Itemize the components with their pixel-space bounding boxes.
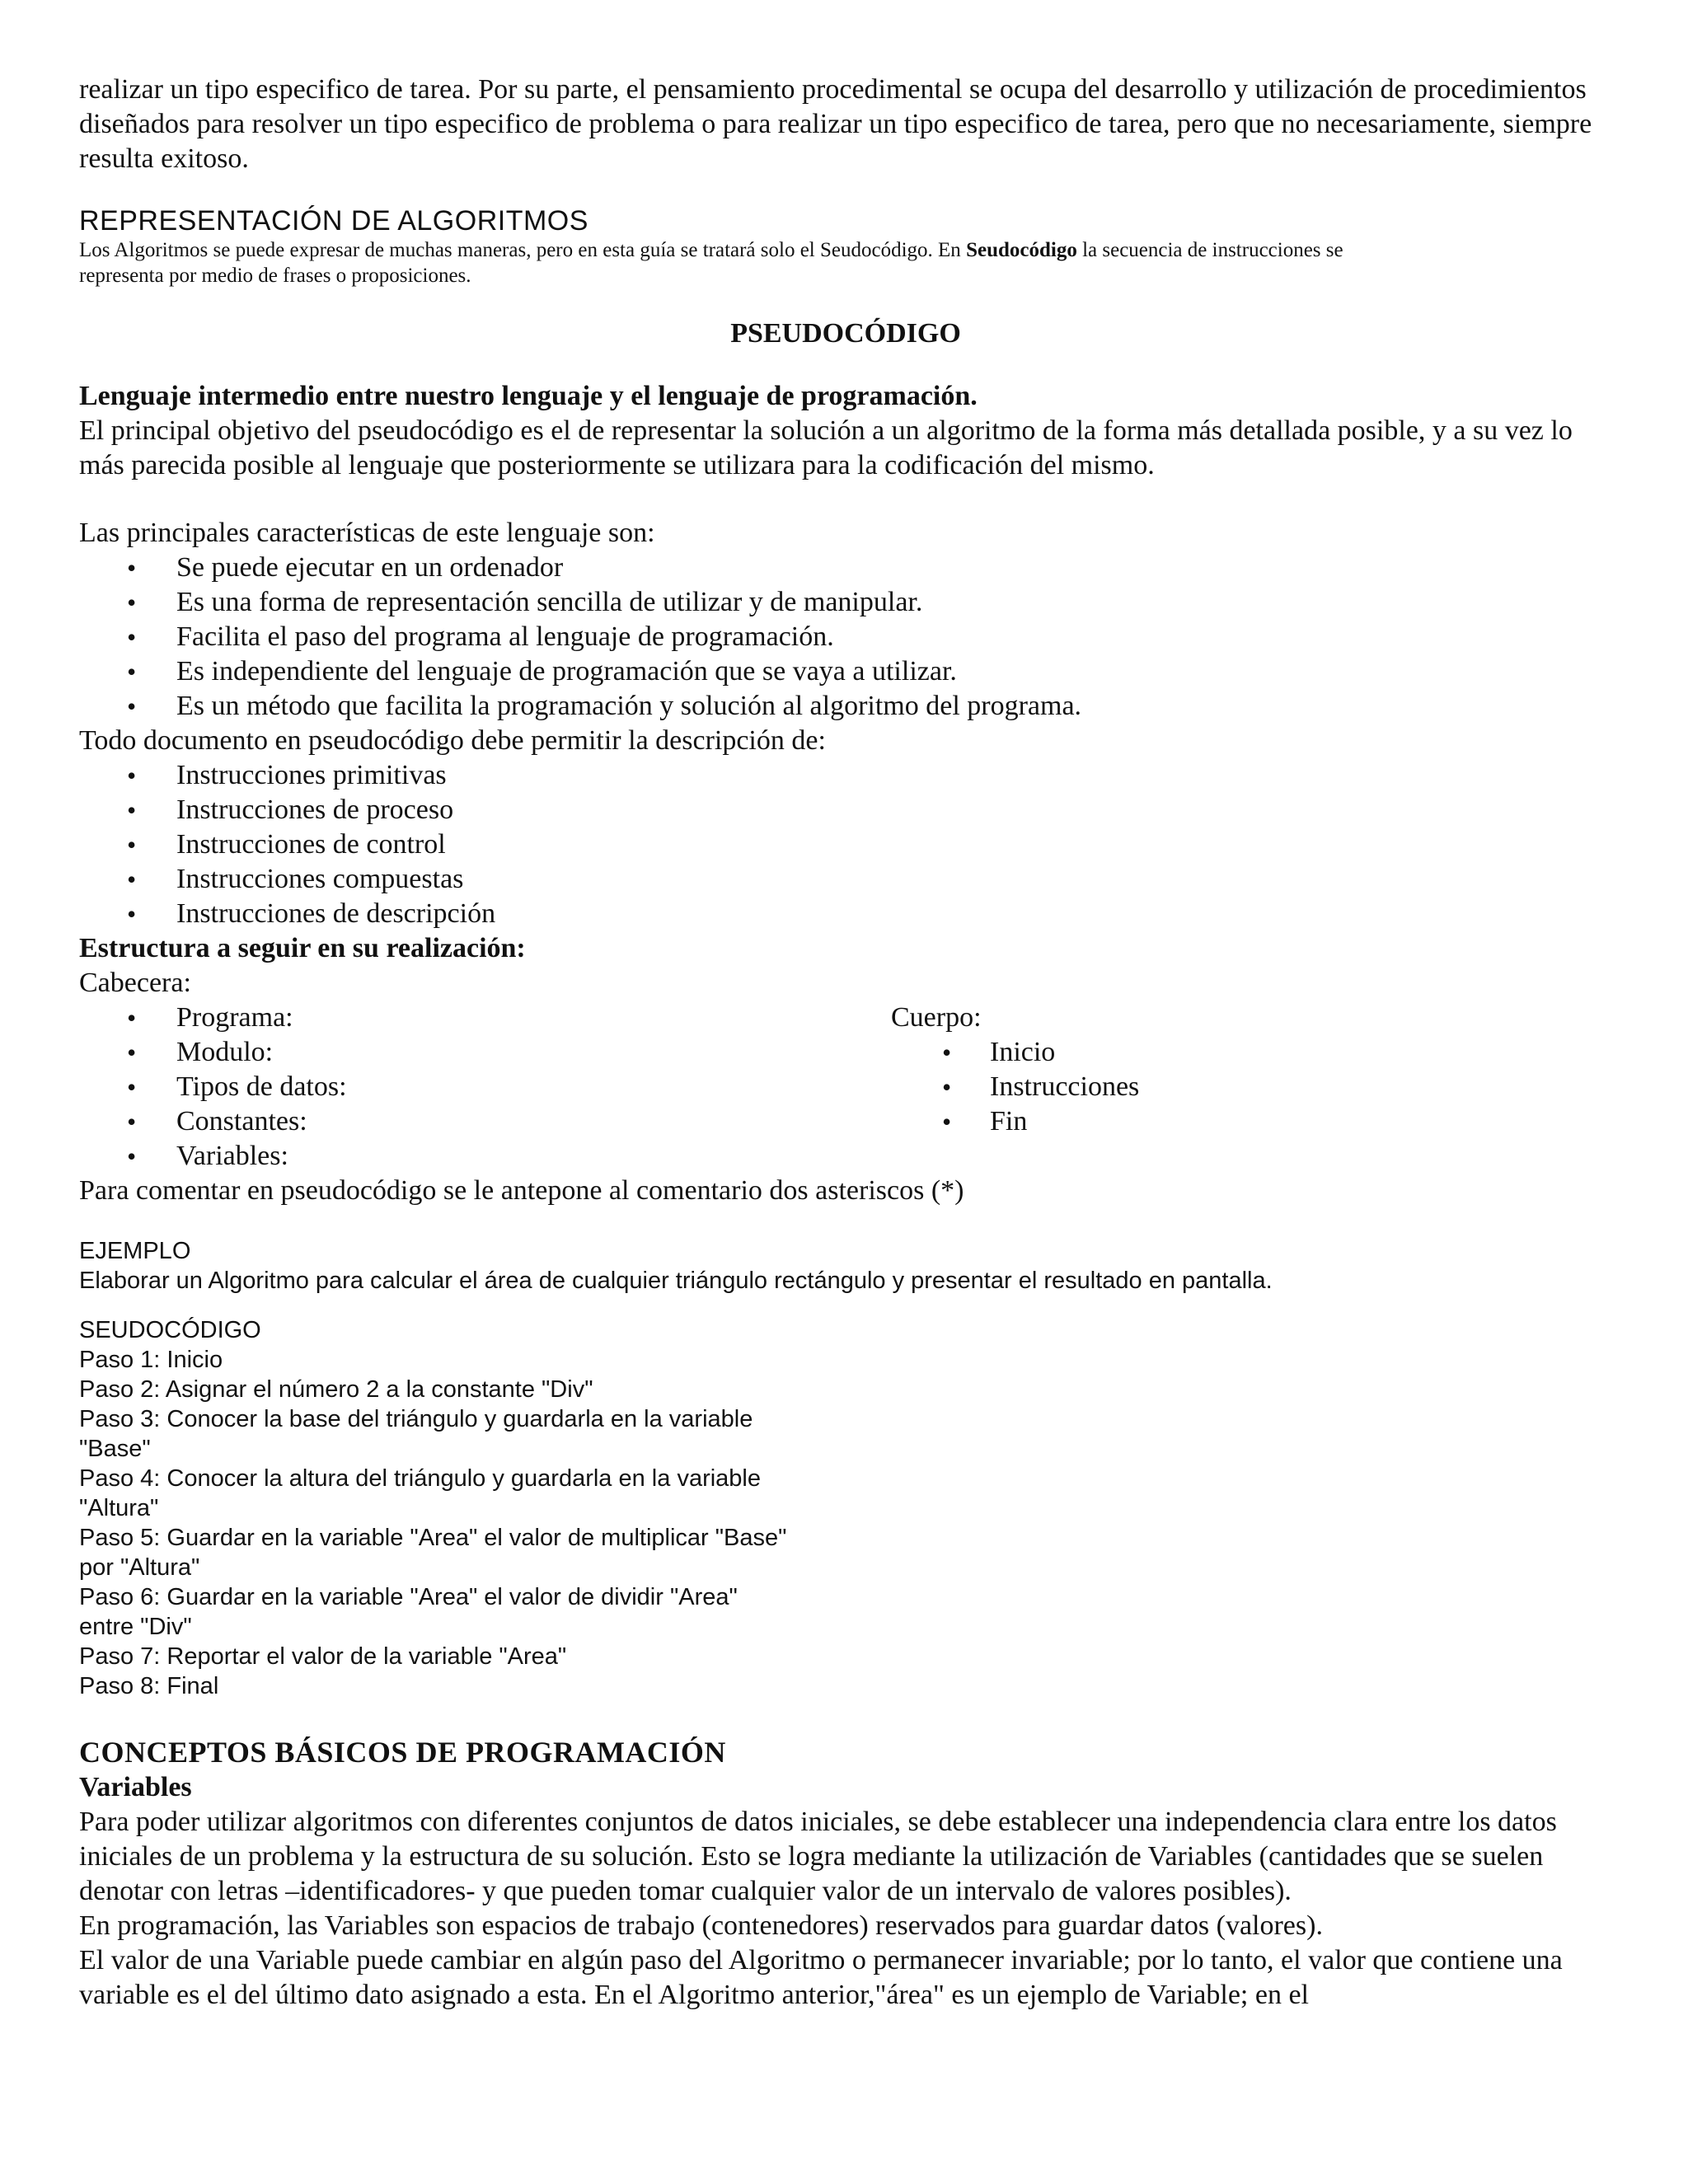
seudo-line: "Altura": [79, 1495, 159, 1521]
cuerpo-list: [891, 1035, 1550, 1139]
intro-paragraph: realizar un tipo especifico de tarea. Por su parte, el pensamiento procedimental se ocupa del desarrollo y utilización de procedimientos diseñados para resolver un tipo especifico de problema o para realizar un tipo especifico de tarea, pero que no necesariamente, siempre resulta exitoso.: [79, 74, 1592, 174]
pseudocodigo-title: PSEUDOCÓDIGO: [730, 318, 961, 349]
representacion-text: [79, 237, 1431, 288]
caracteristicas-list: [79, 551, 1612, 724]
caracteristicas-intro: Las principales características de este lenguaje son:: [79, 518, 655, 548]
representacion-text-part1: Los Algoritmos se puede expresar de muchas maneras, pero en esta guía se tratará solo el Seudocódigo. En: [79, 239, 967, 261]
pseudocodigo-subtitle: Lenguaje intermedio entre nuestro lenguaje y el lenguaje de programación.: [79, 381, 978, 411]
instrucciones-list: [79, 758, 1612, 931]
seudo-line: Paso 3: Conocer la base del triángulo y guardarla en la variable: [79, 1406, 753, 1432]
list-item: • Facilita el paso del programa al lenguaje de programación.: [79, 620, 1612, 654]
cuerpo-label: Cuerpo:: [891, 1002, 982, 1033]
variables-para-3: El valor de una Variable puede cambiar en algún paso del Algoritmo o permanecer invariable; por lo tanto, el valor que contiene una variable es el del último dato asignado a esta. En el Algoritmo anterior,"área" es un ejemplo de Variable; en el: [79, 1945, 1563, 2010]
comentario-text: Para comentar en pseudocódigo se le antepone al comentario dos asteriscos (*): [79, 1175, 964, 1206]
list-item: • Inicio: [891, 1035, 1550, 1070]
list-item: • Instrucciones: [891, 1070, 1550, 1104]
list-item: • Instrucciones primitivas: [79, 758, 1612, 793]
list-item: • Es independiente del lenguaje de programación que se vaya a utilizar.: [79, 654, 1612, 689]
list-item: • Modulo:: [79, 1035, 891, 1070]
list-item: • Se puede ejecutar en un ordenador: [79, 551, 1612, 585]
list-item: • Instrucciones de descripción: [79, 897, 1612, 931]
list-item: • Instrucciones compuestas: [79, 862, 1612, 897]
ejemplo-heading: EJEMPLO: [79, 1238, 191, 1264]
list-item: • Es un método que facilita la programación y solución al algoritmo del programa.: [79, 689, 1612, 724]
seudo-line: Paso 1: Inicio: [79, 1347, 223, 1373]
list-item: • Constantes:: [79, 1104, 891, 1139]
list-item: • Es una forma de representación sencilla de utilizar y de manipular.: [79, 585, 1612, 620]
documento-intro: Todo documento en pseudocódigo debe permitir la descripción de:: [79, 725, 826, 756]
seudo-line: Paso 5: Guardar en la variable "Area" el valor de multiplicar "Base": [79, 1525, 787, 1551]
list-item: • Instrucciones de proceso: [79, 793, 1612, 827]
cabecera-label: Cabecera:: [79, 968, 191, 998]
variables-para-1: Para poder utilizar algoritmos con diferentes conjuntos de datos iniciales, se debe establecer una independencia clara entre los datos iniciales de un problema y la estructura de su solución. Esto se logra mediante la utilización de Variables (cantidades que se suelen denotar con letras –identificadores- y que pueden tomar cualquier valor de un intervalo de valores posibles).: [79, 1807, 1557, 1906]
seudo-line: por "Altura": [79, 1554, 200, 1581]
representacion-heading: REPRESENTACIÓN DE ALGORITMOS: [79, 205, 588, 237]
ejemplo-section: [79, 1236, 1612, 1701]
seudo-line: "Base": [79, 1436, 151, 1462]
list-item: • Fin: [891, 1104, 1550, 1139]
list-item: • Programa:: [79, 1001, 891, 1035]
pseudocodigo-objetivo: El principal objetivo del pseudocódigo es el de representar la solución a un algoritmo de la forma más detallada posible, y a su vez lo más parecida posible al lenguaje que posteriormente se utilizara para la codificación del mismo.: [79, 415, 1573, 480]
seudo-line: Paso 4: Conocer la altura del triángulo y guardarla en la variable: [79, 1465, 761, 1492]
representacion-text-part2: la secuencia de instrucciones se representa por medio de frases o proposiciones.: [79, 239, 1343, 287]
seudo-line: Paso 6: Guardar en la variable "Area" el valor de dividir "Area": [79, 1584, 738, 1610]
seudo-line: Paso 8: Final: [79, 1673, 219, 1699]
estructura-heading: Estructura a seguir en su realización:: [79, 933, 526, 963]
seudo-line: Paso 2: Asignar el número 2 a la constante "Div": [79, 1376, 593, 1403]
seudo-line: Paso 7: Reportar el valor de la variable "Area": [79, 1643, 567, 1670]
representacion-text-bold: Seudocódigo: [966, 239, 1077, 261]
conceptos-title: CONCEPTOS BÁSICOS DE PROGRAMACIÓN: [79, 1736, 726, 1769]
variables-heading: Variables: [79, 1772, 192, 1802]
variables-para-2: En programación, las Variables son espacios de trabajo (contenedores) reservados para guardar datos (valores).: [79, 1910, 1323, 1941]
list-item: • Tipos de datos:: [79, 1070, 891, 1104]
list-item: • Variables:: [79, 1139, 891, 1174]
estructura-columns: [79, 1001, 1612, 1174]
seudocodigo-heading: SEUDOCÓDIGO: [79, 1317, 261, 1343]
seudo-line: entre "Div": [79, 1614, 192, 1640]
cabecera-list: [79, 1001, 891, 1174]
list-item: • Instrucciones de control: [79, 827, 1612, 862]
ejemplo-enunciado: Elaborar un Algoritmo para calcular el área de cualquier triángulo rectángulo y presentar el resultado en pantalla.: [79, 1268, 1273, 1294]
document-page: [79, 73, 1612, 2013]
